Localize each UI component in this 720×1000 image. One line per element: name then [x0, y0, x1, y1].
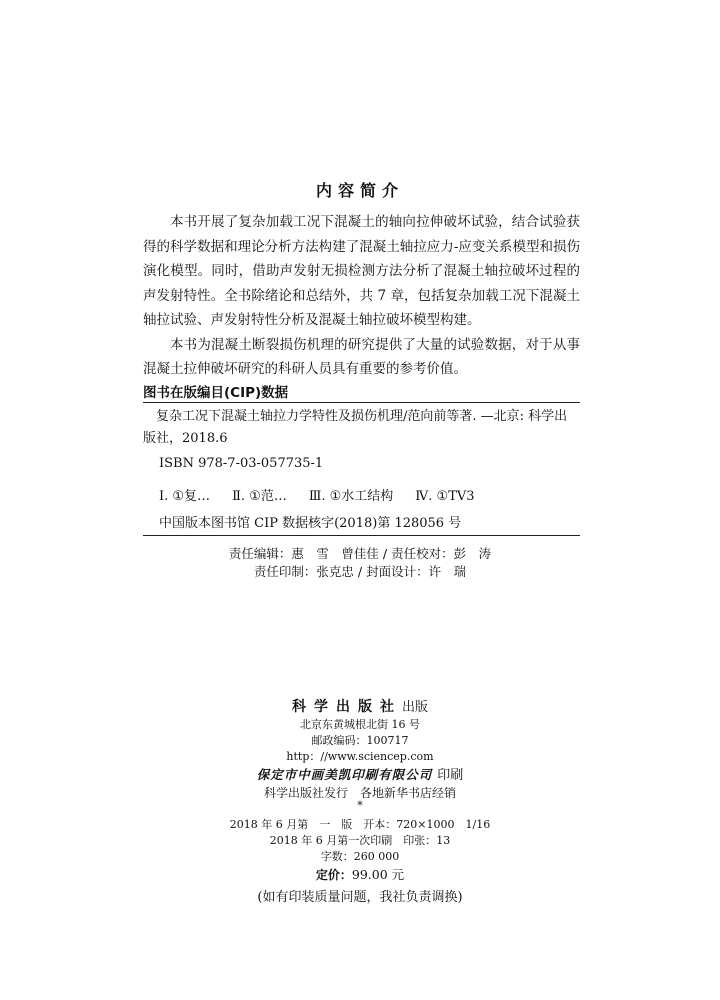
classification-4: Ⅳ. ①TV3 [415, 489, 475, 504]
printing-line: 2018 年 6 月第一次印刷 印张：13 [269, 834, 451, 847]
editors-line-2: 责任印制：张克忠 / 封面设计：许 瑞 [253, 564, 467, 579]
cip-entry [143, 406, 580, 450]
publisher-website: http：//www.sciencep.com [286, 750, 434, 763]
summary-title: 内容简介 [315, 181, 404, 200]
cip-classifications [159, 485, 497, 504]
editors-line-1: 责任编辑：惠 雪 曾佳佳 / 责任校对：彭 涛 [228, 546, 492, 561]
price-value: 99.00 元 [351, 867, 405, 882]
summary-paragraph-2: 本书为混凝土断裂损伤机理的研究提供了大量的试验数据，对于从事混凝土拉伸破坏研究的科研人员具有重要的参考价值。 [143, 336, 580, 377]
publisher-name: 科学出版社 [291, 699, 402, 715]
cip-heading: 图书在版编目(CIP)数据 [143, 385, 289, 401]
cip-library-record: 中国版本图书馆 CIP 数据核字(2018)第 128056 号 [159, 516, 462, 531]
cip-isbn: ISBN 978-7-03-057735-1 [159, 456, 324, 471]
classification-1: Ⅰ. ①复… [159, 489, 211, 504]
publisher-suffix: 出版 [401, 700, 428, 715]
summary-body [143, 210, 580, 382]
separator-star: * [357, 799, 363, 812]
price-line [0, 864, 720, 883]
publisher-postcode: 邮政编码：100717 [311, 734, 409, 747]
cip-entry-text: 复杂工况下混凝土轴拉力学特性及损伤机理/范向前等著. —北京: 科学出版社，2018.6 [143, 409, 568, 446]
cip-bottom-rule [143, 535, 580, 536]
printer-name: 保定市中画美凯印刷有限公司 [256, 767, 433, 782]
price-label: 定价： [315, 868, 352, 882]
classification-2: Ⅱ. ①范… [232, 489, 287, 504]
printer-suffix: 印刷 [437, 768, 464, 783]
cip-top-rule [143, 402, 580, 403]
printer-line [0, 764, 720, 783]
classification-3: Ⅲ. ①水工结构 [308, 489, 394, 504]
publisher-line [0, 696, 720, 716]
edition-line: 2018 年 6 月第 一 版 开本：720×1000 1/16 [229, 818, 491, 831]
quality-notice: (如有印装质量问题，我社负责调换) [257, 890, 463, 905]
distribution-line: 科学出版社发行 各地新华书店经销 [263, 786, 456, 800]
publisher-address: 北京东黄城根北街 16 号 [300, 718, 420, 731]
summary-paragraph-1: 本书开展了复杂加载工况下混凝土的轴向拉伸破坏试验，结合试验获得的科学数据和理论分析方法构建了混凝土轴拉应力-应变关系模型和损伤演化模型。同时，借助声发射无损检测方法分析了混凝土轴拉破坏过程的声发射特性。全书除绪论和总结外，共 7 章，包括复杂加载工况下混凝土轴拉试验、声发射特性分析及混凝土轴拉破坏模型构建。 [143, 214, 580, 328]
word-count-line: 字数：260 000 [320, 850, 400, 863]
